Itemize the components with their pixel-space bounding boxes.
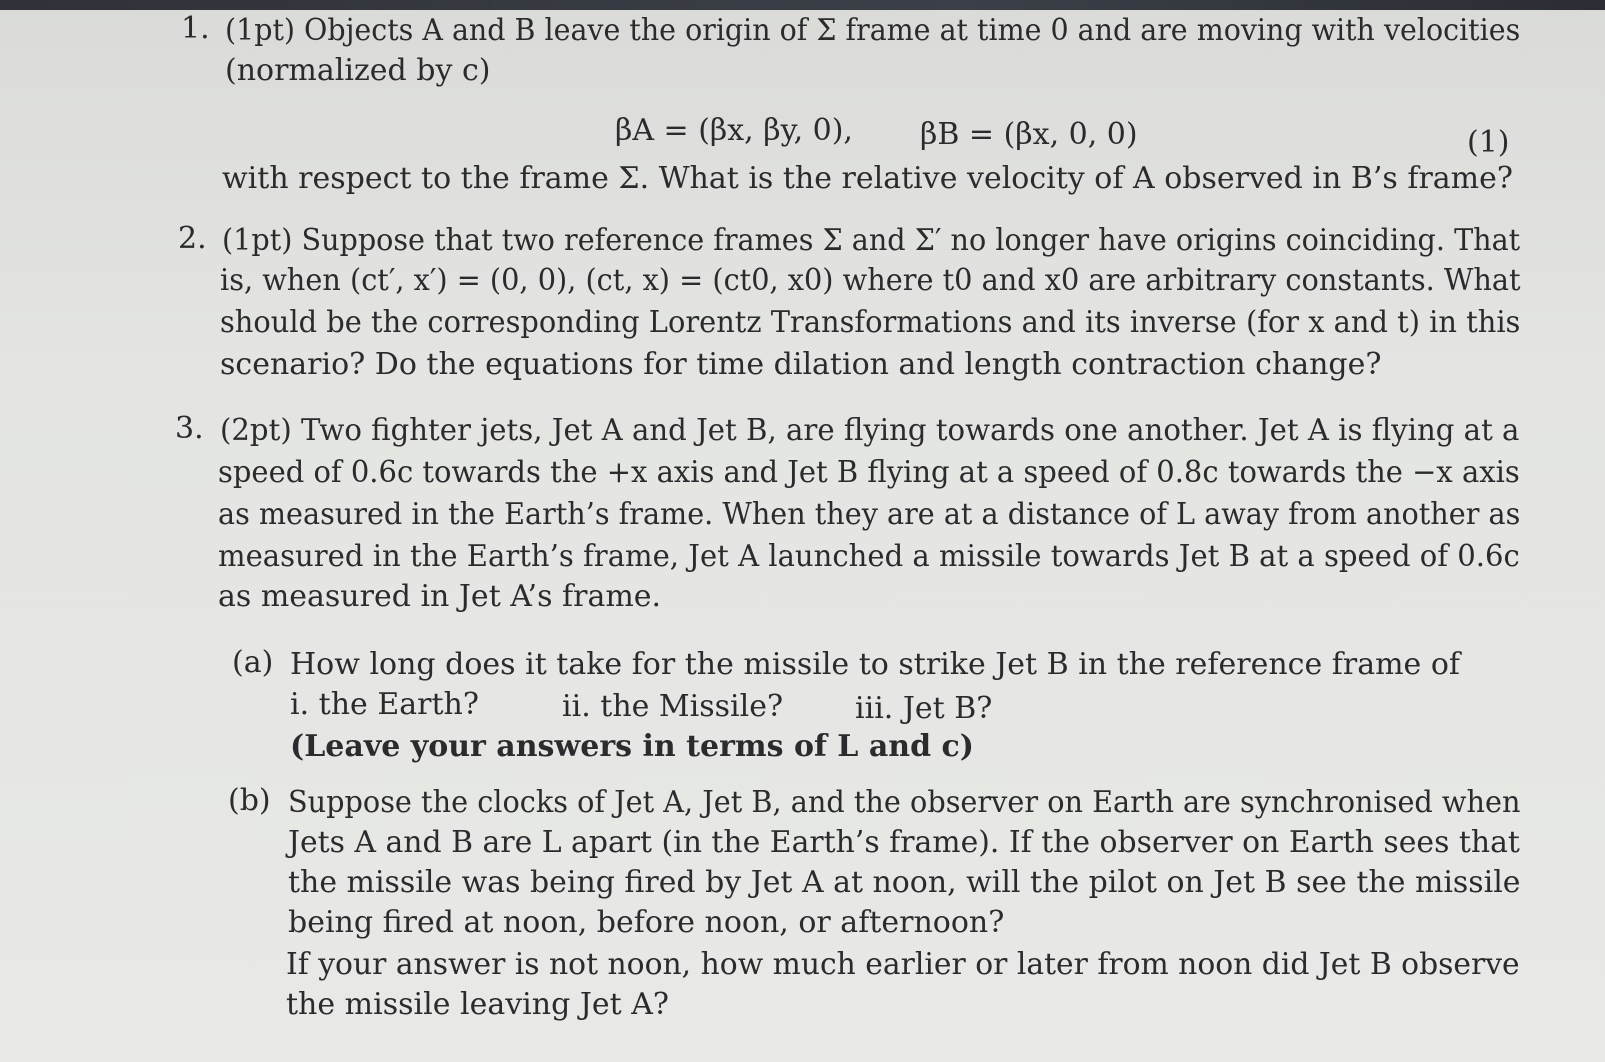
part-text-line: Suppose the clocks of Jet A, Jet B, and the observer on Earth are synchronised when: [288, 785, 1521, 820]
question-text-line: speed of 0.6c towards the +x axis and Jet B flying at a speed of 0.8c towards the −x axis: [218, 455, 1520, 490]
answer-note: (Leave your answers in terms of L and c): [290, 729, 974, 764]
question-text-line: with respect to the frame Σ. What is the relative velocity of A observed in B’s frame?: [222, 161, 1513, 196]
part-text-line: How long does it take for the missile to strike Jet B in the reference frame of: [290, 647, 1460, 682]
option-i: i. the Earth?: [290, 687, 479, 722]
part-text-line: If your answer is not noon, how much earlier or later from noon did Jet B observe: [286, 947, 1520, 982]
equation-beta-b: βB = (βx, 0, 0): [920, 117, 1138, 152]
part-label: (a): [232, 645, 274, 680]
question-text-line: scenario? Do the equations for time dilation and length contraction change?: [220, 347, 1382, 382]
question-text-line: as measured in Jet A’s frame.: [218, 579, 662, 614]
question-text-line: (2pt) Two fighter jets, Jet A and Jet B, are flying towards one another. Jet A is flying at a: [220, 413, 1520, 448]
question-text-line: (1pt) Objects A and B leave the origin of Σ frame at time 0 and are moving with velocities: [225, 13, 1521, 48]
part-text-line: the missile leaving Jet A?: [286, 987, 669, 1022]
part-text-line: being fired at noon, before noon, or afternoon?: [288, 905, 1005, 940]
equation-beta-a: βA = (βx, βy, 0),: [615, 113, 853, 148]
option-iii: iii. Jet B?: [855, 691, 993, 726]
option-ii: ii. the Missile?: [562, 689, 784, 724]
question-text-line: (1pt) Suppose that two reference frames Σ and Σ′ no longer have origins coinciding. That: [222, 223, 1521, 258]
question-number: 1.: [181, 11, 210, 46]
question-number: 3.: [175, 411, 204, 446]
part-text-line: Jets A and B are L apart (in the Earth’s frame). If the observer on Earth sees that: [288, 825, 1520, 860]
part-text-line: the missile was being fired by Jet A at noon, will the pilot on Jet B see the missile: [288, 865, 1521, 900]
equation-number: (1): [1467, 125, 1510, 160]
question-text-line: should be the corresponding Lorentz Transformations and its inverse (for x and t) in this: [220, 305, 1521, 340]
part-label: (b): [228, 783, 271, 818]
question-text-line: measured in the Earth’s frame, Jet A launched a missile towards Jet B at a speed of 0.6c: [218, 539, 1520, 574]
question-text-line: as measured in the Earth’s frame. When they are at a distance of L away from another as: [218, 497, 1521, 532]
question-text-line: (normalized by c): [225, 53, 491, 88]
question-number: 2.: [178, 221, 207, 256]
question-text-line: is, when (ct′, x′) = (0, 0), (ct, x) = (ct0, x0) where t0 and x0 are arbitrary constants. What: [220, 263, 1521, 298]
